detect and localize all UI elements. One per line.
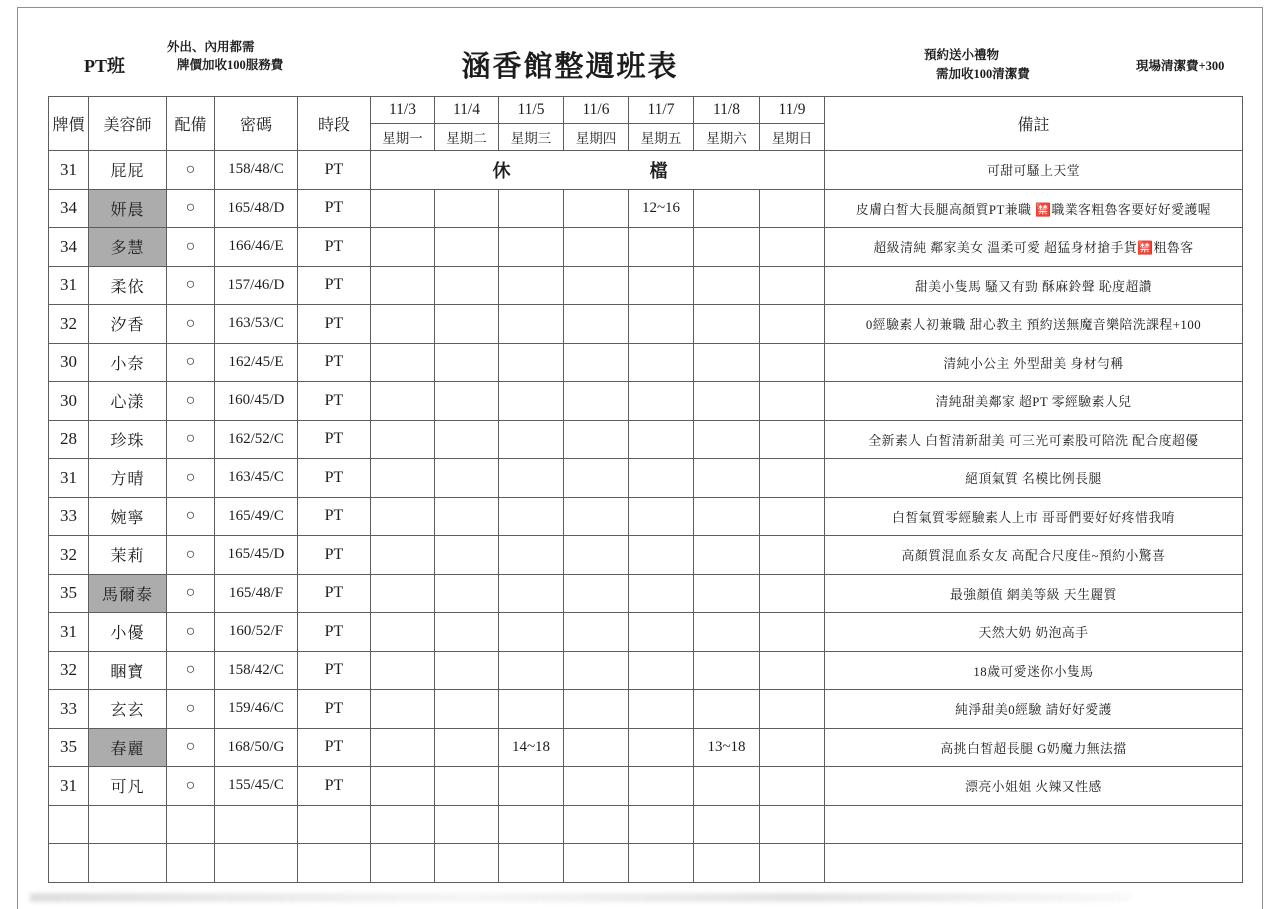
remark-cell: 超級清純 鄰家美女 溫柔可愛 超猛身材搶手貨🈲粗魯客 (825, 228, 1243, 267)
schedule-cell-day-6 (760, 574, 825, 613)
day-header-date-4: 11/7 (629, 97, 694, 124)
schedule-cell-day-6 (760, 343, 825, 382)
schedule-cell-day-0 (371, 420, 435, 459)
remark-cell: 清純小公主 外型甜美 身材勻稱 (825, 343, 1243, 382)
remark-cell: 皮膚白皙大長腿高顏質PT兼職 🈲職業客粗魯客要好好愛護喔 (825, 189, 1243, 228)
schedule-cell-day-0 (371, 266, 435, 305)
table-row (49, 189, 1243, 228)
price-cell: 34 (49, 228, 89, 267)
schedule-cell-day-5 (694, 574, 760, 613)
table-row (49, 420, 1243, 459)
schedule-cell-day-3 (564, 574, 629, 613)
empty-cell (435, 844, 499, 883)
surcharge-note-left (167, 38, 283, 74)
price-cell: 31 (49, 151, 89, 190)
beautician-name-cell: 馬爾泰 (89, 574, 167, 613)
schedule-cell-day-3 (564, 305, 629, 344)
shift-cell: PT (298, 420, 371, 459)
schedule-cell-day-4 (629, 690, 694, 729)
equipment-cell: ○ (167, 459, 215, 498)
equipment-cell: ○ (167, 228, 215, 267)
weekly-schedule-table (48, 96, 1243, 883)
empty-cell (825, 805, 1243, 844)
schedule-cell-day-2 (499, 189, 564, 228)
schedule-cell-day-6 (760, 767, 825, 806)
code-cell: 165/49/C (215, 497, 298, 536)
header-row-dates (49, 97, 1243, 124)
schedule-cell-day-1 (435, 228, 499, 267)
table-row (49, 690, 1243, 729)
schedule-cell-day-2 (499, 574, 564, 613)
remark-cell: 純淨甜美0經驗 請好好愛護 (825, 690, 1243, 729)
schedule-cell-day-3 (564, 767, 629, 806)
col-header-price: 牌價 (49, 97, 89, 151)
equipment-cell: ○ (167, 574, 215, 613)
schedule-cell-day-6 (760, 228, 825, 267)
equipment-cell: ○ (167, 767, 215, 806)
code-cell: 157/46/D (215, 266, 298, 305)
table-row (49, 767, 1243, 806)
schedule-cell-day-3 (564, 497, 629, 536)
remark-cell: 0經驗素人初兼職 甜心教主 預約送無魔音樂陪洗課程+100 (825, 305, 1243, 344)
schedule-cell-day-2 (499, 266, 564, 305)
shift-cell: PT (298, 305, 371, 344)
class-label: PT班 (84, 56, 126, 76)
schedule-cell-day-1 (435, 690, 499, 729)
remark-cell: 天然大奶 奶泡高手 (825, 613, 1243, 652)
empty-cell (298, 805, 371, 844)
day-header-date-3: 11/6 (564, 97, 629, 124)
schedule-cell-day-0 (371, 459, 435, 498)
schedule-cell-day-5 (694, 459, 760, 498)
day-header-date-5: 11/8 (694, 97, 760, 124)
schedule-cell-day-2: 14~18 (499, 728, 564, 767)
schedule-cell-day-3 (564, 651, 629, 690)
schedule-cell-day-4 (629, 343, 694, 382)
schedule-cell-day-1 (435, 651, 499, 690)
table-row (49, 497, 1243, 536)
schedule-cell-day-3 (564, 382, 629, 421)
empty-cell (89, 844, 167, 883)
day-header-weekday-3: 星期四 (564, 124, 629, 151)
schedule-cell-day-0 (371, 343, 435, 382)
schedule-cell-day-5 (694, 228, 760, 267)
schedule-cell-day-5 (694, 189, 760, 228)
schedule-cell-day-0 (371, 613, 435, 652)
col-header-code: 密碼 (215, 97, 298, 151)
shift-cell: PT (298, 651, 371, 690)
schedule-cell-day-0 (371, 189, 435, 228)
schedule-cell-day-5 (694, 536, 760, 575)
schedule-cell-day-0 (371, 497, 435, 536)
booking-gift-note-line1: 預約送小禮物 (924, 48, 1000, 62)
day-header-weekday-4: 星期五 (629, 124, 694, 151)
price-cell: 33 (49, 497, 89, 536)
schedule-cell-day-0 (371, 228, 435, 267)
schedule-cell-day-6 (760, 728, 825, 767)
empty-cell (215, 805, 298, 844)
beautician-name-cell: 春麗 (89, 728, 167, 767)
price-cell: 33 (49, 690, 89, 729)
price-cell: 35 (49, 574, 89, 613)
beautician-name-cell: 方晴 (89, 459, 167, 498)
merged-schedule-text-a: 休 (492, 160, 511, 181)
code-cell: 162/45/E (215, 343, 298, 382)
empty-cell (694, 844, 760, 883)
schedule-cell-day-4 (629, 574, 694, 613)
shift-cell: PT (298, 266, 371, 305)
equipment-cell: ○ (167, 266, 215, 305)
schedule-cell-day-4 (629, 420, 694, 459)
shift-cell: PT (298, 228, 371, 267)
price-cell: 31 (49, 767, 89, 806)
schedule-cell-day-2 (499, 613, 564, 652)
schedule-cell-day-1 (435, 266, 499, 305)
empty-row (49, 844, 1243, 883)
empty-cell (499, 805, 564, 844)
empty-cell (760, 844, 825, 883)
empty-cell (49, 844, 89, 883)
schedule-cell-day-5 (694, 343, 760, 382)
schedule-cell-day-3 (564, 690, 629, 729)
day-header-date-6: 11/9 (760, 97, 825, 124)
merged-schedule-text-b: 檔 (649, 160, 668, 181)
empty-cell (499, 844, 564, 883)
schedule-cell-day-4 (629, 651, 694, 690)
beautician-name-cell: 小優 (89, 613, 167, 652)
schedule-cell-day-1 (435, 382, 499, 421)
merged-schedule-cell (371, 151, 825, 190)
schedule-cell-day-4 (629, 266, 694, 305)
empty-cell (629, 805, 694, 844)
price-cell: 30 (49, 382, 89, 421)
day-header-weekday-2: 星期三 (499, 124, 564, 151)
schedule-cell-day-4 (629, 305, 694, 344)
schedule-cell-day-3 (564, 266, 629, 305)
schedule-cell-day-2 (499, 420, 564, 459)
empty-cell (760, 805, 825, 844)
table-row (49, 536, 1243, 575)
col-header-beautician: 美容師 (89, 97, 167, 151)
empty-cell (371, 844, 435, 883)
empty-cell (298, 844, 371, 883)
beautician-name-cell: 汐香 (89, 305, 167, 344)
beautician-name-cell: 多慧 (89, 228, 167, 267)
surcharge-note-left-line1: 外出、內用都需 (167, 40, 255, 54)
equipment-cell: ○ (167, 536, 215, 575)
scan-artifact (30, 893, 1130, 902)
equipment-cell: ○ (167, 728, 215, 767)
table-row (49, 728, 1243, 767)
schedule-cell-day-0 (371, 690, 435, 729)
shift-cell: PT (298, 497, 371, 536)
schedule-cell-day-3 (564, 728, 629, 767)
shift-cell: PT (298, 189, 371, 228)
schedule-cell-day-2 (499, 651, 564, 690)
remark-cell: 高挑白皙超長腿 G奶魔力無法擋 (825, 728, 1243, 767)
schedule-cell-day-4 (629, 767, 694, 806)
code-cell: 168/50/G (215, 728, 298, 767)
empty-cell (435, 805, 499, 844)
price-cell: 31 (49, 266, 89, 305)
code-cell: 165/48/F (215, 574, 298, 613)
equipment-cell: ○ (167, 189, 215, 228)
col-header-remarks: 備註 (825, 97, 1243, 151)
schedule-cell-day-5 (694, 420, 760, 459)
beautician-name-cell: 心漾 (89, 382, 167, 421)
beautician-name-cell: 茉莉 (89, 536, 167, 575)
schedule-cell-day-2 (499, 228, 564, 267)
price-cell: 32 (49, 305, 89, 344)
beautician-name-cell: 睏寶 (89, 651, 167, 690)
empty-cell (49, 805, 89, 844)
shift-cell: PT (298, 728, 371, 767)
remark-cell: 絕頂氣質 名模比例長腿 (825, 459, 1243, 498)
empty-cell (215, 844, 298, 883)
schedule-cell-day-4 (629, 459, 694, 498)
schedule-cell-day-5 (694, 305, 760, 344)
empty-cell (694, 805, 760, 844)
schedule-cell-day-5 (694, 266, 760, 305)
empty-cell (564, 805, 629, 844)
code-cell: 160/45/D (215, 382, 298, 421)
code-cell: 162/52/C (215, 420, 298, 459)
equipment-cell: ○ (167, 497, 215, 536)
schedule-cell-day-3 (564, 343, 629, 382)
code-cell: 159/46/C (215, 690, 298, 729)
schedule-cell-day-6 (760, 536, 825, 575)
code-cell: 160/52/F (215, 613, 298, 652)
code-cell: 166/46/E (215, 228, 298, 267)
empty-cell (89, 805, 167, 844)
page-title: 涵香館整週班表 (461, 51, 679, 83)
schedule-cell-day-2 (499, 536, 564, 575)
beautician-name-cell: 妍晨 (89, 189, 167, 228)
code-cell: 163/53/C (215, 305, 298, 344)
schedule-cell-day-3 (564, 613, 629, 652)
booking-gift-note (924, 46, 1030, 84)
schedule-cell-day-0 (371, 767, 435, 806)
equipment-cell: ○ (167, 651, 215, 690)
day-header-weekday-1: 星期二 (435, 124, 499, 151)
code-cell: 163/45/C (215, 459, 298, 498)
shift-cell: PT (298, 690, 371, 729)
schedule-cell-day-3 (564, 228, 629, 267)
empty-cell (825, 844, 1243, 883)
beautician-name-cell: 柔依 (89, 266, 167, 305)
equipment-cell: ○ (167, 305, 215, 344)
table-row (49, 574, 1243, 613)
surcharge-note-left-line2: 牌價加收100服務費 (177, 58, 284, 73)
equipment-cell: ○ (167, 690, 215, 729)
schedule-cell-day-4 (629, 497, 694, 536)
table-row (49, 305, 1243, 344)
remark-cell: 18歲可愛迷你小隻馬 (825, 651, 1243, 690)
schedule-cell-day-5 (694, 767, 760, 806)
schedule-cell-day-1 (435, 767, 499, 806)
schedule-cell-day-2 (499, 305, 564, 344)
shift-cell: PT (298, 382, 371, 421)
schedule-cell-day-1 (435, 574, 499, 613)
schedule-cell-day-1 (435, 728, 499, 767)
code-cell: 165/45/D (215, 536, 298, 575)
schedule-cell-day-0 (371, 382, 435, 421)
shift-cell: PT (298, 767, 371, 806)
remark-cell: 高顏質混血系女友 高配合尺度佳~預約小驚喜 (825, 536, 1243, 575)
onsite-cleaning-fee-note: 現場清潔費+300 (1136, 59, 1225, 73)
beautician-name-cell: 玄玄 (89, 690, 167, 729)
remark-cell: 白皙氣質零經驗素人上市 哥哥們要好好疼惜我唷 (825, 497, 1243, 536)
schedule-cell-day-1 (435, 420, 499, 459)
schedule-cell-day-6 (760, 266, 825, 305)
schedule-cell-day-4 (629, 228, 694, 267)
code-cell: 155/45/C (215, 767, 298, 806)
schedule-cell-day-3 (564, 459, 629, 498)
schedule-cell-day-6 (760, 189, 825, 228)
code-cell: 165/48/D (215, 189, 298, 228)
table-row (49, 382, 1243, 421)
schedule-cell-day-6 (760, 651, 825, 690)
schedule-cell-day-2 (499, 767, 564, 806)
shift-cell: PT (298, 574, 371, 613)
schedule-cell-day-6 (760, 420, 825, 459)
shift-cell: PT (298, 536, 371, 575)
remark-cell: 可甜可騷上天堂 (825, 151, 1243, 190)
table-row (49, 613, 1243, 652)
schedule-cell-day-5: 13~18 (694, 728, 760, 767)
schedule-cell-day-1 (435, 536, 499, 575)
schedule-cell-day-6 (760, 382, 825, 421)
code-cell: 158/42/C (215, 651, 298, 690)
shift-cell: PT (298, 613, 371, 652)
schedule-cell-day-4 (629, 613, 694, 652)
empty-cell (167, 805, 215, 844)
schedule-cell-day-2 (499, 690, 564, 729)
schedule-cell-day-6 (760, 497, 825, 536)
empty-row (49, 805, 1243, 844)
table-row (49, 228, 1243, 267)
schedule-cell-day-4 (629, 382, 694, 421)
table-row (49, 151, 1243, 190)
schedule-cell-day-2 (499, 497, 564, 536)
col-header-shift: 時段 (298, 97, 371, 151)
schedule-cell-day-2 (499, 459, 564, 498)
equipment-cell: ○ (167, 613, 215, 652)
schedule-cell-day-1 (435, 613, 499, 652)
beautician-name-cell: 可凡 (89, 767, 167, 806)
equipment-cell: ○ (167, 151, 215, 190)
price-cell: 28 (49, 420, 89, 459)
day-header-date-0: 11/3 (371, 97, 435, 124)
day-header-date-1: 11/4 (435, 97, 499, 124)
remark-cell: 甜美小隻馬 騷又有勁 酥麻鈴聲 恥度超讚 (825, 266, 1243, 305)
schedule-cell-day-1 (435, 189, 499, 228)
beautician-name-cell: 珍珠 (89, 420, 167, 459)
remark-cell: 清純甜美鄰家 超PT 零經驗素人兒 (825, 382, 1243, 421)
schedule-cell-day-0 (371, 651, 435, 690)
schedule-cell-day-1 (435, 497, 499, 536)
shift-cell: PT (298, 343, 371, 382)
schedule-cell-day-6 (760, 459, 825, 498)
day-header-date-2: 11/5 (499, 97, 564, 124)
day-header-weekday-5: 星期六 (694, 124, 760, 151)
schedule-cell-day-0 (371, 536, 435, 575)
shift-cell: PT (298, 459, 371, 498)
empty-cell (564, 844, 629, 883)
remark-cell: 最強顏值 網美等級 天生麗質 (825, 574, 1243, 613)
schedule-cell-day-0 (371, 728, 435, 767)
empty-cell (371, 805, 435, 844)
price-cell: 31 (49, 459, 89, 498)
schedule-cell-day-3 (564, 420, 629, 459)
schedule-cell-day-6 (760, 690, 825, 729)
schedule-cell-day-5 (694, 651, 760, 690)
schedule-cell-day-3 (564, 536, 629, 575)
table-row (49, 266, 1243, 305)
schedule-cell-day-4 (629, 536, 694, 575)
code-cell: 158/48/C (215, 151, 298, 190)
schedule-cell-day-5 (694, 613, 760, 652)
schedule-cell-day-6 (760, 613, 825, 652)
schedule-cell-day-5 (694, 690, 760, 729)
equipment-cell: ○ (167, 382, 215, 421)
shift-cell: PT (298, 151, 371, 190)
price-cell: 35 (49, 728, 89, 767)
schedule-cell-day-1 (435, 305, 499, 344)
schedule-cell-day-3 (564, 189, 629, 228)
schedule-cell-day-6 (760, 305, 825, 344)
remark-cell: 全新素人 白皙清新甜美 可三光可素股可陪洗 配合度超優 (825, 420, 1243, 459)
schedule-cell-day-1 (435, 459, 499, 498)
booking-gift-note-line2: 需加收100清潔費 (936, 66, 1030, 81)
schedule-cell-day-4 (629, 728, 694, 767)
schedule-cell-day-2 (499, 343, 564, 382)
schedule-cell-day-5 (694, 382, 760, 421)
schedule-cell-day-5 (694, 497, 760, 536)
table-row (49, 651, 1243, 690)
price-cell: 32 (49, 536, 89, 575)
price-cell: 30 (49, 343, 89, 382)
day-header-weekday-0: 星期一 (371, 124, 435, 151)
schedule-cell-day-0 (371, 574, 435, 613)
beautician-name-cell: 婉寧 (89, 497, 167, 536)
beautician-name-cell: 小奈 (89, 343, 167, 382)
remark-cell: 漂亮小姐姐 火辣又性感 (825, 767, 1243, 806)
col-header-equipment: 配備 (167, 97, 215, 151)
schedule-cell-day-1 (435, 343, 499, 382)
price-cell: 32 (49, 651, 89, 690)
schedule-cell-day-0 (371, 305, 435, 344)
beautician-name-cell: 屁屁 (89, 151, 167, 190)
equipment-cell: ○ (167, 420, 215, 459)
table-row (49, 343, 1243, 382)
schedule-cell-day-2 (499, 382, 564, 421)
price-cell: 34 (49, 189, 89, 228)
schedule-cell-day-4: 12~16 (629, 189, 694, 228)
day-header-weekday-6: 星期日 (760, 124, 825, 151)
empty-cell (629, 844, 694, 883)
empty-cell (167, 844, 215, 883)
table-row (49, 459, 1243, 498)
price-cell: 31 (49, 613, 89, 652)
equipment-cell: ○ (167, 343, 215, 382)
